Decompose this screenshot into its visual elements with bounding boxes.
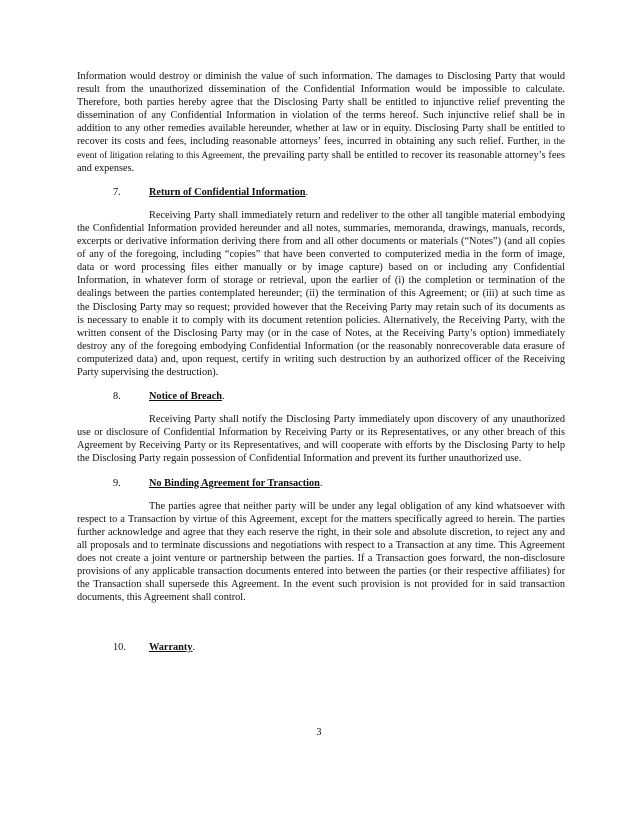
section-number: 7. — [113, 186, 121, 198]
paragraph-text: the prevailing party shall be entitled to recover its reasonable attorney’s fees and expenses. — [77, 149, 566, 174]
section-body-7: Receiving Party shall immediately return and redeliver to the other all tangible material embodying the Confidential Information provided hereunder and all notes, summaries, memoranda, drawings, manuals, records, excerpts or derivative information deriving there from and all other documents or materials (“Notes”) (and all copies of any of the foregoing, including “copies” that have been converted to computerized media in the form of image, data or word processing files either manually or by image capture) based on or including any Confidential Information, in whatever form of storage or retrieval, upon the earlier of (i) the completion or termination of the dealings between the parties contemplated hereunder; (ii) the termination of this Agreement; or (iii) at such time as the Disclosing Party may so request; provided however that the Receiving Party may retain such of its documents as is necessary to enable it to comply with its document retention policies. Alternatively, the Receiving Party, with the written consent of the Disclosing Party may (or in the case of Notes, at the Receiving Party’s option) immediately destroy any of the foregoing embodying Confidential Information (or the reasonably nonrecoverable data erasure of computerized data) and, upon request, certify in writing such destruction by an authorized officer of the Receiving Party supervising the destruction). — [77, 209, 565, 378]
section-number: 8. — [113, 391, 121, 403]
section-body-8: Receiving Party shall notify the Disclosing Party immediately upon discovery of any unauthorized use or disclosure of Confidential Information by Receiving Party or its Representatives, or any other breach of this Agreement by Receiving Party or its Representatives, and will cooperate with efforts by the Disclosing Party to help the Disclosing Party regain possession of Confidential Information and prevent its further unauthorized use. — [77, 414, 565, 465]
section-title: Notice of Breach — [149, 391, 223, 403]
section-number: 9. — [113, 477, 121, 489]
blank-space — [77, 604, 565, 630]
section-title: No Binding Agreement for Transaction — [149, 477, 320, 489]
section-heading-10: 10. Warranty. — [113, 642, 196, 654]
section-body-9: The parties agree that neither party will be under any legal obligation of any kind whatsoever with respect to a Transaction by virtue of this Agreement, except for the matters specifically agreed to herein. The parties further acknowledge and agree that they each reserve the right, in their sole and absolute discretion, to reject any and all proposals and to terminate discussions and negotiations with respect to a Transaction at any time. This Agreement does not create a joint venture or partnership between the parties. If a Transaction goes forward, the non-disclosure provisions of any applicable transaction documents entered into between the parties (or their respective affiliates) for the Transaction shall supersede this Agreement. In the event such provision is not provided for in said transaction documents, this Agreement shall control. — [77, 500, 565, 604]
section-heading-7: 7. Return of Confidential Information. — [113, 186, 309, 198]
paragraph-injunctive-relief — [77, 70, 565, 175]
section-title: Warranty — [149, 642, 193, 654]
page-number: 3 — [316, 727, 322, 738]
section-heading-8: 8. Notice of Breach. — [113, 391, 225, 403]
document-page — [77, 70, 565, 664]
section-title: Return of Confidential Information — [149, 186, 306, 198]
paragraph-text: Information would destroy or diminish the value of such information. The damages to Disclosing Party that would result from the unauthorized dissemination of the Confidential Information would be impossible to calculate. Therefore, both parties hereby agree that the Disclosing Party shall be entitled to injunctive relief preventing the dissemination of any Confidential Information in violation of the terms hereof. Such injunctive relief shall be in addition to any other remedies available hereunder, whether at law or in equity. Disclosing Party shall be entitled to recover its costs and fees, including reasonable attorneys’ fees, incurred in obtaining any such relief. Further, — [77, 71, 565, 148]
section-heading-9: 9. No Binding Agreement for Transaction. — [113, 477, 323, 489]
paragraph-text-small: in the event of litigation relating to this Agreement, — [77, 136, 565, 160]
section-number: 10. — [113, 642, 126, 654]
